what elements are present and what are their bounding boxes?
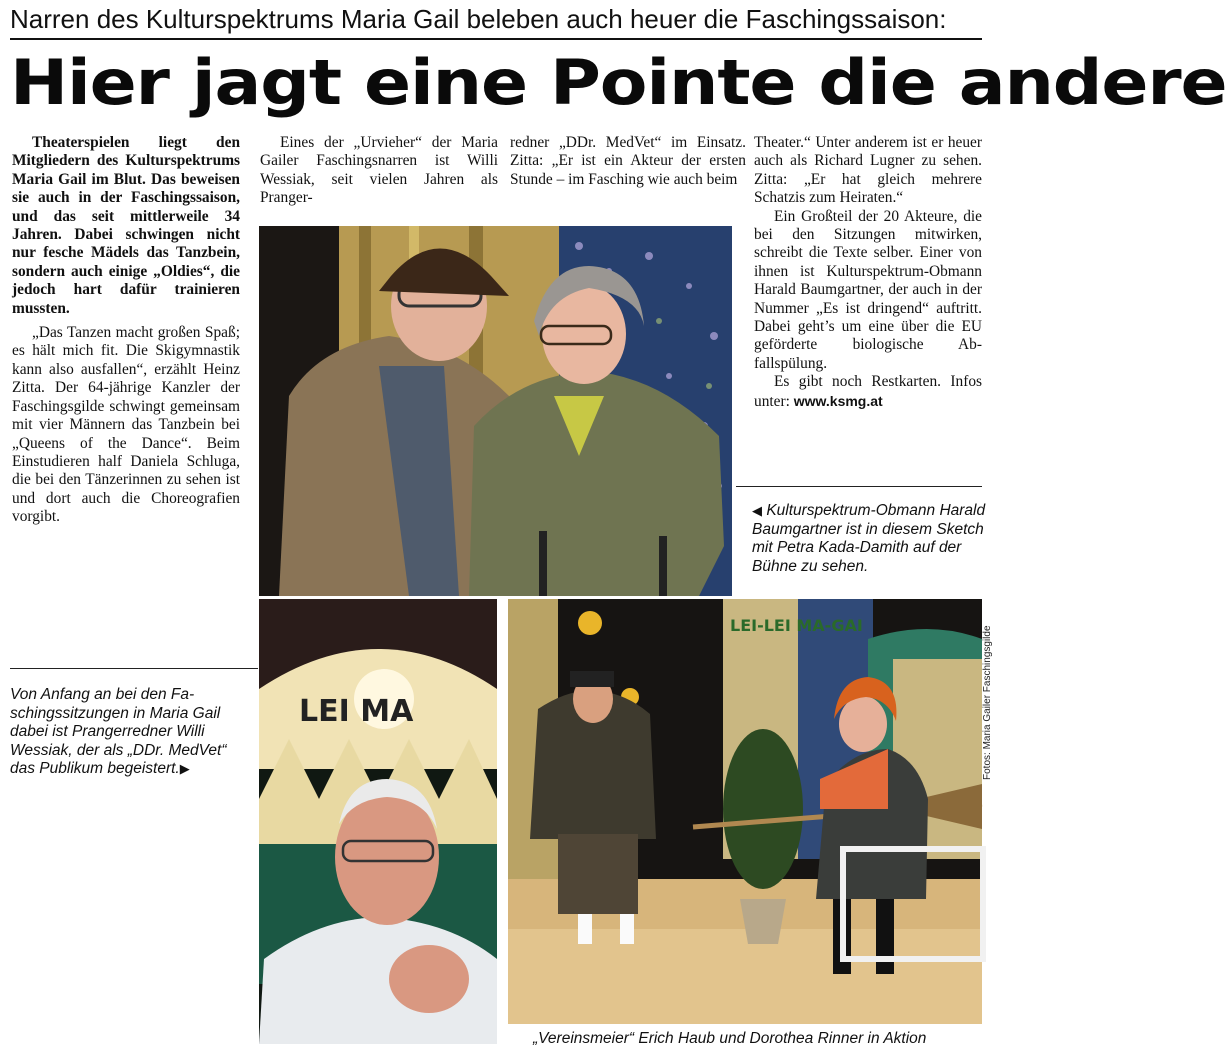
article-lead: Theaterspielen liegt den Mitgliedern des Kulturspektrums Maria Gail im Blut. Das beweisen sie auch in der Faschingssaison, und das seit mittlerweile 34 Jahren. Dabei schwingen nicht nur fesche Mädels das Tanzbein, sondern auch einige „Oldies“, die jedoch hart dafür trainieren mussten. [12,134,240,317]
website-link[interactable]: www.ksmg.at [793,392,883,409]
article-column-1 [12,134,240,527]
article-paragraph: Ein Großteil der 20 Akteure, die bei den Sitzungen mitwirken, schreibt die Texte selber. Einer von ihnen ist Kulturspektrum-Obmann Harald Baumgartner, der auch in der Nummer „Es ist dringend“ auftritt. Dabei geht’s um eine über die EU geförderte biologische Abfallspülung. [754,207,982,372]
photo-caption-obmann: ◀ Kulturspektrum-Obmann Harald Baumgartner ist in diesem Sketch mit Petra Kada-Damith auf der Bühne zu sehen. [752,502,986,575]
photo-vereinsmeier [508,599,982,1024]
photo-caption-willi: Von Anfang an bei den Faschingssitzungen in Maria Gail dabei ist Prangerredner Willi Wessiak, der als „DDr. MedVet“ das Publikum begeistert.▶ [10,686,227,777]
article-column-4 [754,134,982,411]
photo-caption-vereinsmeier: „Vereinsmeier“ Erich Haub und Dorothea Rinner in Aktion [533,1030,927,1047]
photo-stage-couple [259,226,732,596]
article-column-3 [510,134,746,189]
article-paragraph: redner „DDr. MedVet“ im Einsatz. Zitta: „Er ist ein Akteur der ersten Stunde – im Fasching wie auch beim [510,134,746,188]
caption-arrow-left-icon: ◀ [752,503,762,518]
article-kicker: Narren des Kulturspektrums Maria Gail beleben auch heuer die Faschingssaison: [10,4,947,34]
article-paragraph: Eines der „Urvieher“ der Maria Gailer Faschingsnarren ist Willi Wessiak, seit vielen Jahren als Pranger- [260,134,498,207]
photo-prangerredner [259,599,497,1044]
banner-text: LEI MA [299,694,414,729]
photo-credit: Fotos: Maria Gailer Faschingsgilde [982,625,993,780]
caption-divider [736,486,982,487]
caption-arrow-right-icon: ▶ [179,761,190,776]
banner-text: LEI-LEI MA-GAI [730,616,863,635]
article-headline: Hier jagt eine Pointe die andere [10,46,1226,119]
article-paragraph: „Das Tanzen macht großen Spaß; es hält mich fit. Die Skigymnastik kann also ausfallen“, erzählt Heinz Zitta. Der 64-jährige Kanzler der Faschingsgilde schwingt gemeinsam mit vier Männern das Tanzbein bei „Queens of the Dance“. Beim Einstudieren half Daniela Schluga, die bei den Tänzerinnen zu sehen ist und dort auch die Choreografien vorgibt. [12,324,240,526]
caption-divider [10,668,258,669]
article-paragraph: Es gibt noch Restkarten. Infos unter: www.ksmg.at [754,373,982,410]
article-paragraph: Theater.“ Unter anderem ist er heuer auch als Richard Lugner zu sehen. Zitta: „Er hat gleich mehrere Schatzis zum Heiraten.“ [754,134,982,207]
article-column-2 [260,134,498,208]
